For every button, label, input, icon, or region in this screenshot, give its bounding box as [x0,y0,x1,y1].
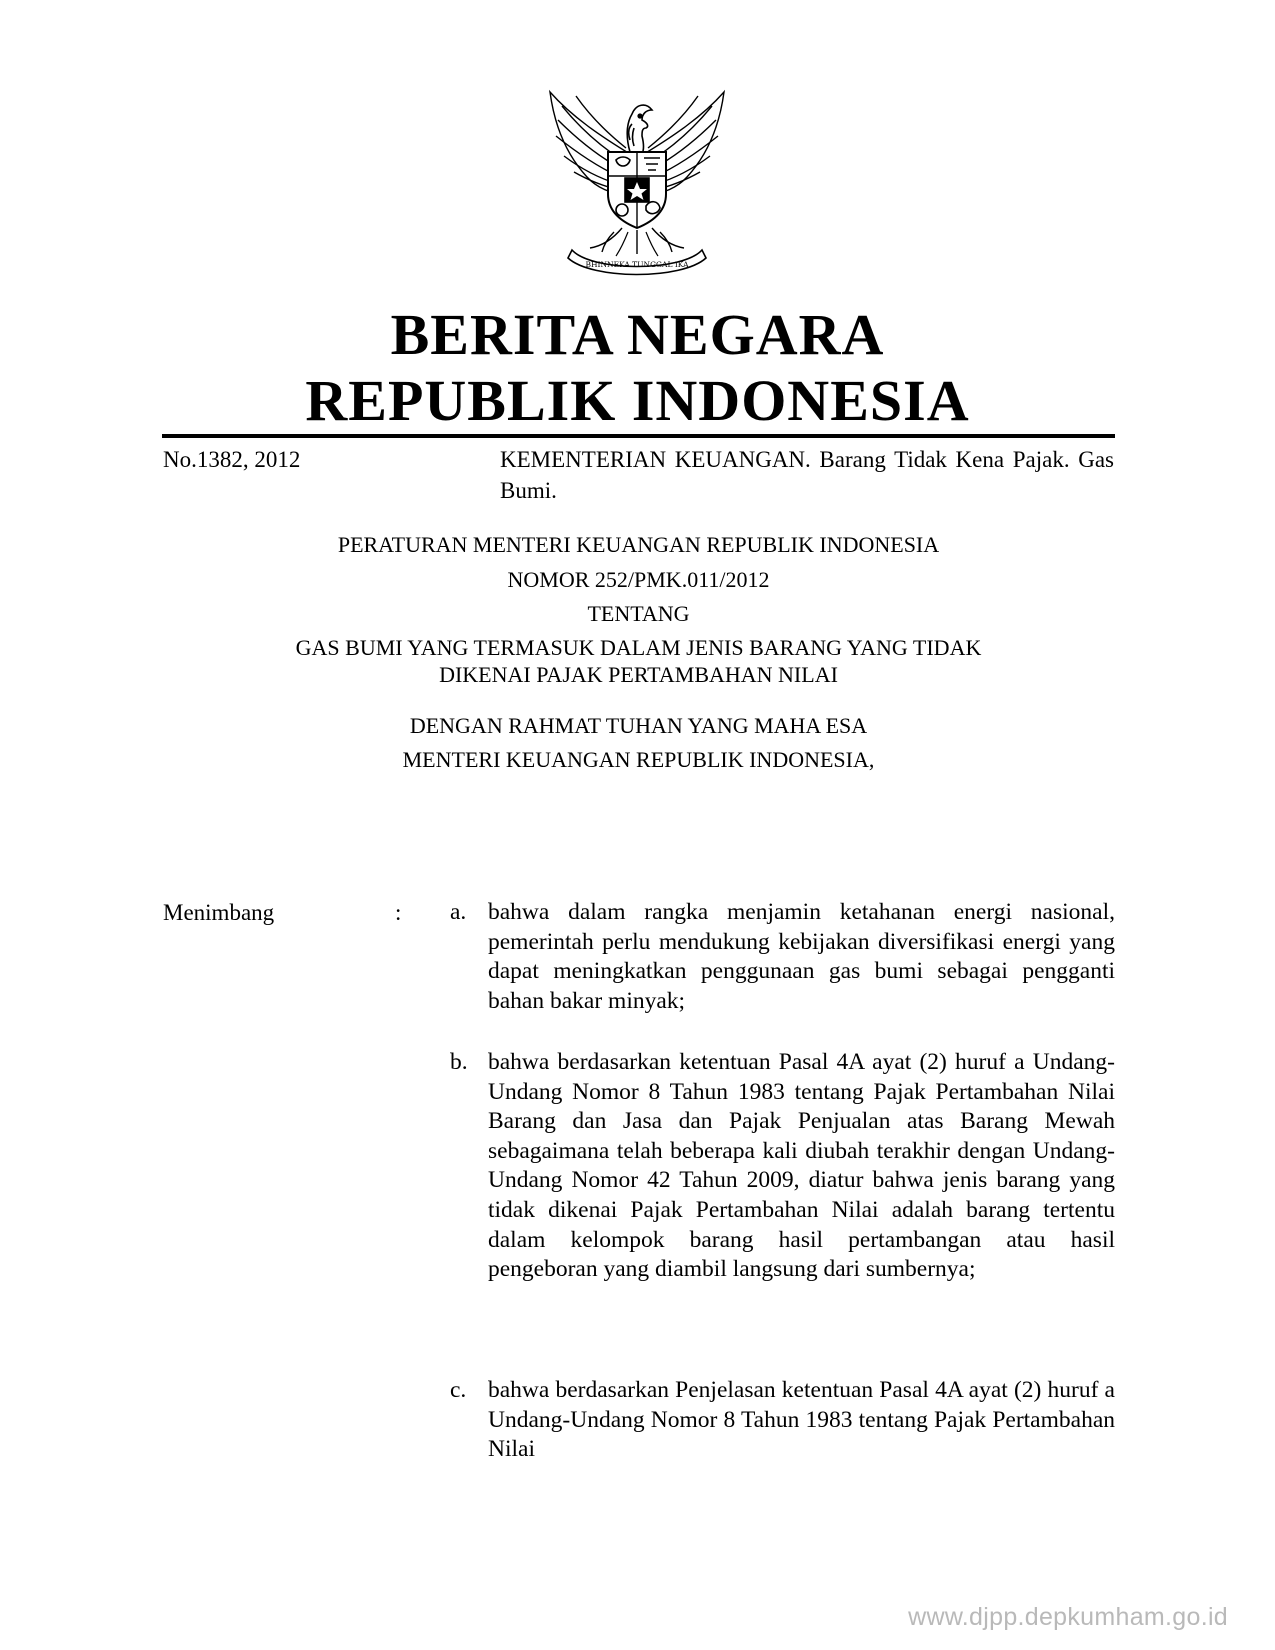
preamble-line2: MENTERI KEUANGAN REPUBLIK INDONESIA, [402,747,875,772]
regulation-number: NOMOR 252/PMK.011/2012 [507,567,770,592]
preamble-line1: DENGAN RAHMAT TUHAN YANG MAHA ESA [409,713,868,738]
source-watermark: www.djpp.depkumham.go.id [908,1603,1228,1631]
masthead-line1: BERITA NEGARA [390,302,885,367]
garuda-pancasila-emblem-icon [542,82,732,277]
regulation-subject-line2: DIKENAI PAJAK PERTAMBAHAN NILAI [439,662,838,687]
considering-colon: : [395,900,402,925]
gazette-number: No.1382, 2012 [163,447,301,472]
regulation-subject-line1: GAS BUMI YANG TERMASUK DALAM JENIS BARANG YANG TIDAK [295,635,982,660]
masthead-line2: REPUBLIK INDONESIA [305,368,970,433]
item-text: bahwa berdasarkan Penjelasan ketentuan Pasal 4A ayat (2) huruf a Undang-Undang Nomor 8 Tahun 1983 tentang Pajak Pertambahan Nilai [488,1377,1115,1463]
considering-label: Menimbang [163,900,275,925]
gazette-subject: KEMENTERIAN KEUANGAN. Barang Tidak Kena Pajak. Gas Bumi. [500,447,1114,503]
item-marker: b. [450,1049,468,1075]
motto-ribbon-text: BHINNEKA TUNGGAL IKA [585,260,689,269]
masthead-divider [162,434,1115,438]
regulation-about: TENTANG [587,601,690,626]
regulation-title: PERATURAN MENTERI KEUANGAN REPUBLIK INDONESIA [337,532,940,557]
item-text: bahwa berdasarkan ketentuan Pasal 4A ayat (2) huruf a Undang-Undang Nomor 8 Tahun 1983 tentang Pajak Pertambahan Nilai Barang dan Jasa dan Pajak Penjualan atas Barang Mewah sebagaimana telah beberapa kali diubah terakhir dengan Undang-Undang Nomor 42 Tahun 2009, diatur bahwa jenis barang yang tidak dikenai Pajak Pertambahan Nilai adalah barang tertentu dalam kelompok barang hasil pertambangan atau hasil pengeboran yang diambil langsung dari sumbernya; [488,1049,1115,1283]
item-marker: c. [450,1377,467,1403]
item-marker: a. [450,899,467,925]
item-text: bahwa dalam rangka menjamin ketahanan energi nasional, pemerintah perlu mendukung kebijakan diversifikasi energi yang dapat meningkatkan penggunaan gas bumi sebagai pengganti bahan bakar minyak; [488,899,1115,1014]
